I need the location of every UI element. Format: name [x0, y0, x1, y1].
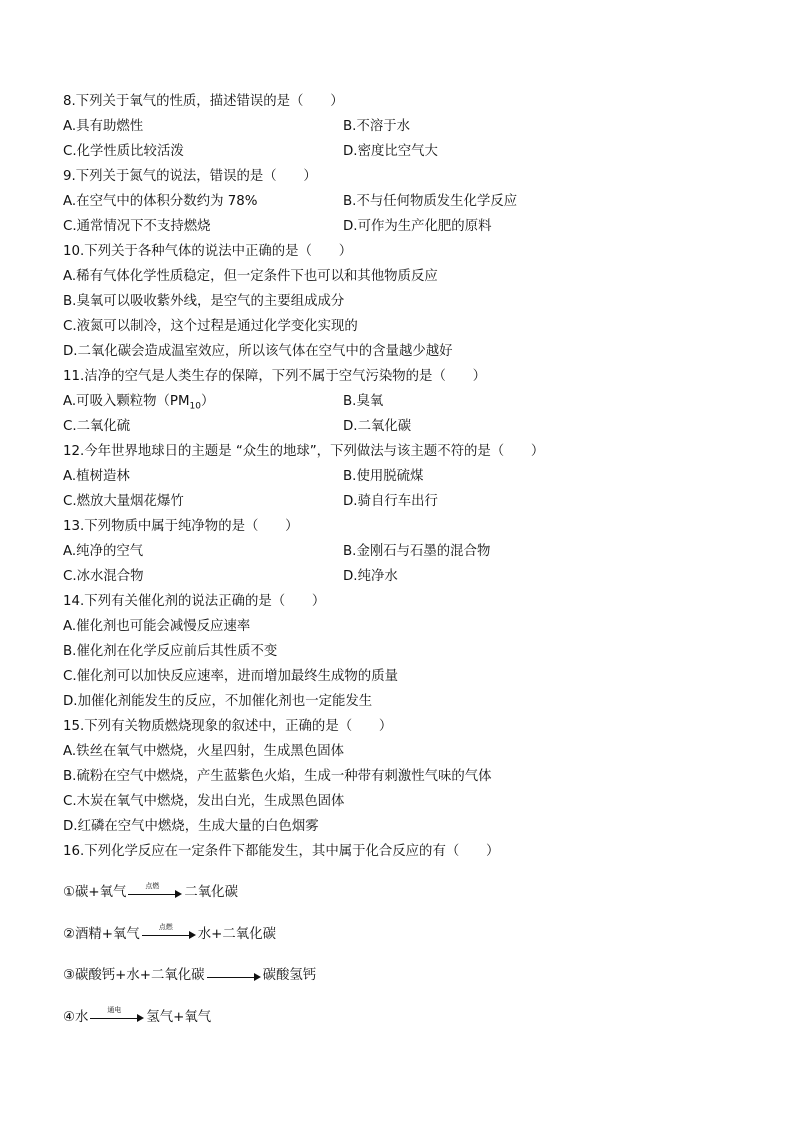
reaction-2-condition: 点燃: [158, 923, 173, 932]
question-9-option-a: A.在空气中的体积分数约为 78%: [63, 194, 258, 209]
question-11-option-a-subscript: 10: [189, 401, 201, 412]
question-11-options-row-2: [63, 414, 753, 439]
reaction-arrow-icon: [142, 923, 196, 941]
question-13-options-row-2: [63, 564, 753, 589]
question-9-option-c: C.通常情况下不支持燃烧: [63, 219, 211, 234]
question-15-option-a: A.铁丝在氧气中燃烧，火星四射，生成黑色固体: [63, 744, 344, 759]
question-14-option-d: D.加催化剂能发生的反应，不加催化剂也一定能发生: [63, 694, 373, 709]
question-11-option-c: C.二氧化硫: [63, 419, 131, 434]
question-13-options-row-1: [63, 539, 753, 564]
reaction-3: [63, 955, 753, 997]
question-10-option-a: A.稀有气体化学性质稳定，但一定条件下也可以和其他物质反应: [63, 269, 438, 284]
question-8-options-row-1: [63, 114, 753, 139]
exam-page: [63, 89, 753, 1038]
question-14-option-c: C.催化剂可以加快反应速率，进而增加最终生成物的质量: [63, 669, 398, 684]
question-11-option-a-text: A.可吸入颗粒物（PM: [63, 394, 190, 409]
question-9-options-row-1: [63, 189, 753, 214]
question-11-option-a-close: ）: [201, 394, 215, 409]
reaction-4: [63, 997, 753, 1039]
question-13-stem: 13.下列物质中属于纯净物的是（ ）: [63, 519, 299, 534]
question-15-option-b: B.硫粉在空气中燃烧，产生蓝紫色火焰，生成一种带有刺激性气味的气体: [63, 769, 492, 784]
question-12-option-a: A.植树造林: [63, 469, 130, 484]
question-13-option-c: C.冰水混合物: [63, 569, 144, 584]
question-13-option-d: D.纯净水: [343, 569, 398, 584]
question-15-stem: 15.下列有关物质燃烧现象的叙述中，正确的是（ ）: [63, 719, 393, 734]
question-14-stem: 14.下列有关催化剂的说法正确的是（ ）: [63, 594, 326, 609]
question-11-option-b: B.臭氧: [343, 394, 384, 409]
reaction-4-reactants: ④水: [63, 1009, 89, 1025]
question-12-option-b: B.使用脱硫煤: [343, 469, 424, 484]
question-12-option-c: C.燃放大量烟花爆竹: [63, 494, 184, 509]
reaction-3-products: 碳酸氢钙: [262, 968, 317, 983]
question-15-option-c: C.木炭在氧气中燃烧，发出白光，生成黑色固体: [63, 794, 345, 809]
question-10-stem: 10.下列关于各种气体的说法中正确的是（ ）: [63, 244, 353, 259]
question-9-option-d: D.可作为生产化肥的原料: [343, 219, 492, 234]
question-12-options-row-1: [63, 464, 753, 489]
reaction-1-reactants: ①碳+氧气: [63, 885, 127, 900]
reaction-arrow-icon: [207, 969, 261, 983]
question-8-option-c: C.化学性质比较活泼: [63, 144, 184, 159]
question-14-option-a: A.催化剂也可能会减慢反应速率: [63, 619, 251, 634]
question-12-stem: 12.今年世界地球日的主题是 “众生的地球”，下列做法与该主题不符的是（ ）: [63, 444, 545, 459]
question-16-stem: 16.下列化学反应在一定条件下都能发生，其中属于化合反应的有（ ）: [63, 844, 500, 859]
question-14-option-b: B.催化剂在化学反应前后其性质不变: [63, 644, 278, 659]
question-10-option-c: C.液氮可以制冷，这个过程是通过化学变化实现的: [63, 319, 358, 334]
question-13-option-a: A.纯净的空气: [63, 544, 144, 559]
question-12-option-d: D.骑自行车出行: [343, 494, 438, 509]
question-11-option-a: [63, 389, 343, 414]
reaction-arrow-icon: [128, 881, 182, 900]
question-12-options-row-2: [63, 489, 753, 514]
question-9-option-b: B.不与任何物质发生化学反应: [343, 194, 518, 209]
reaction-4-condition: 通电: [107, 1006, 122, 1015]
reaction-3-reactants: ③碳酸钙+水+二氧化碳: [63, 968, 205, 983]
question-8-options-row-2: [63, 139, 753, 164]
reaction-1: [63, 872, 753, 914]
question-8-option-d: D.密度比空气大: [343, 144, 438, 159]
question-9-stem: 9.下列关于氮气的说法，错误的是（ ）: [63, 169, 317, 184]
question-11-option-d: D.二氧化碳: [343, 419, 412, 434]
reaction-2: [63, 914, 753, 956]
reaction-arrow-icon: [90, 1006, 144, 1024]
question-9-options-row-2: [63, 214, 753, 239]
question-10-option-b: B.臭氧可以吸收紫外线，是空气的主要组成成分: [63, 294, 345, 309]
question-15-option-d: D.红磷在空气中燃烧，生成大量的白色烟雾: [63, 819, 319, 834]
question-8-option-a: A.具有助燃性: [63, 119, 144, 134]
question-8-stem: 8.下列关于氧气的性质，描述错误的是（ ）: [63, 94, 344, 109]
reaction-1-products: 二氧化碳: [184, 885, 238, 900]
reaction-1-condition: 点燃: [145, 881, 160, 890]
question-11-stem: 11.洁净的空气是人类生存的保障，下列不属于空气污染物的是（ ）: [63, 369, 487, 384]
reaction-2-reactants: ②酒精+氧气: [63, 926, 140, 942]
reaction-2-products: 水+二氧化碳: [197, 926, 276, 942]
question-10-option-d: D.二氧化碳会造成温室效应，所以该气体在空气中的含量越少越好: [63, 344, 453, 359]
reaction-4-products: 氢气+氧气: [146, 1009, 212, 1025]
question-11-options-row-1: [63, 389, 753, 414]
question-8-option-b: B.不溶于水: [343, 119, 411, 134]
question-13-option-b: B.金刚石与石墨的混合物: [343, 544, 491, 559]
